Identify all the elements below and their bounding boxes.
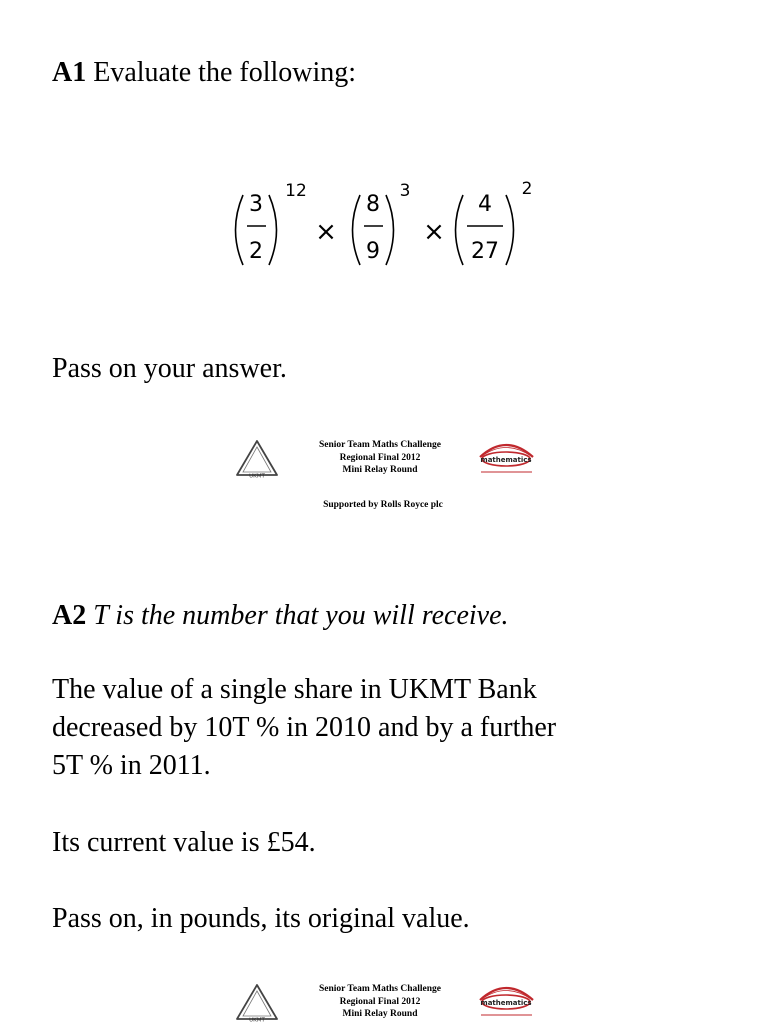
fraction-term-1: [236, 181, 307, 265]
logo-text: mathematics: [480, 999, 532, 1007]
footer-line: Regional Final 2012: [339, 996, 421, 1007]
question-a2-heading: [52, 599, 509, 633]
paragraph-3: Pass on, in pounds, its original value.: [52, 903, 470, 934]
exponent: 12: [285, 181, 307, 201]
fraction-term-2: [353, 181, 411, 265]
denominator: 9: [366, 239, 380, 264]
denominator: 27: [471, 239, 499, 264]
fraction-term-3: [456, 179, 533, 265]
question-a1-heading: [52, 56, 356, 90]
question-text: Evaluate the following:: [93, 57, 357, 88]
paragraph-line: decreased by 10T % in 2010 and by a further: [52, 712, 557, 743]
question-text: T is the number that you will receive.: [93, 600, 509, 631]
ukmt-logo-icon: [234, 982, 280, 1024]
multiply-operator: ×: [423, 217, 445, 247]
question-label: A1: [52, 57, 87, 88]
fmsp-logo-icon: [476, 980, 536, 1022]
paragraph-line: The value of a single share in UKMT Bank: [52, 674, 537, 705]
ukmt-logo-icon: [234, 438, 280, 480]
footer-line: Regional Final 2012: [339, 452, 421, 463]
paragraph-1: [52, 671, 556, 785]
numerator: 4: [478, 192, 492, 217]
logo-text: UKMT: [249, 1017, 265, 1024]
exponent: 3: [399, 181, 411, 201]
paragraph-line: 5T % in 2011.: [52, 750, 211, 781]
question-label: A2: [52, 600, 87, 631]
multiply-operator: ×: [315, 217, 337, 247]
instruction-text: Pass on your answer.: [52, 353, 287, 384]
paragraph-2: Its current value is £54.: [52, 827, 316, 858]
exponent: 2: [521, 179, 533, 199]
fmsp-logo-icon: [476, 437, 536, 479]
footer-line: Senior Team Maths Challenge: [318, 984, 441, 994]
math-expression: [0, 178, 768, 278]
footer-line: Mini Relay Round: [342, 465, 418, 475]
footer-title: [280, 439, 480, 477]
logo-text: UKMT: [249, 473, 265, 480]
numerator: 3: [249, 192, 263, 217]
footer-line: Senior Team Maths Challenge: [318, 440, 441, 450]
logo-text: mathematics: [480, 456, 532, 464]
footer-line: Mini Relay Round: [342, 1009, 418, 1019]
supported-by-text: Supported by Rolls Royce plc: [323, 500, 443, 510]
denominator: 2: [249, 239, 263, 264]
numerator: 8: [366, 192, 380, 217]
footer-title: [280, 983, 480, 1021]
